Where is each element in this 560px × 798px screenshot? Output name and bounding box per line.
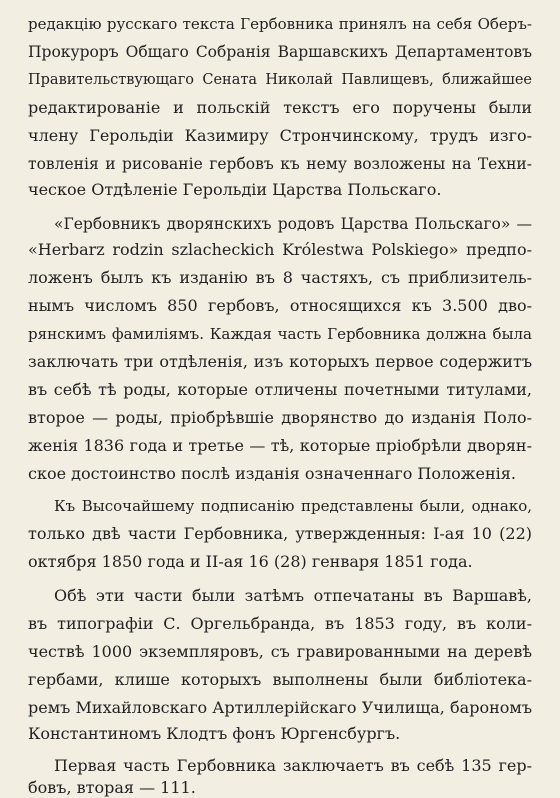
text-line: женія 1836 года и третье — тѣ, которые пріобрѣли дворян- xyxy=(28,436,532,455)
text-line: товленія и рисованіе гербовъ къ нему возложены на Техни- xyxy=(28,155,532,173)
text-line: второе — роды, пріобрѣвшіе дворянство до изданія Поло- xyxy=(28,408,532,427)
text-line: чествѣ 1000 экземпляровъ, съ гравированными на деревѣ xyxy=(28,642,532,661)
text-line: Къ Высочайшему подписанію представлены были, однако, xyxy=(54,497,532,515)
text-line: только двѣ части Гербовника, утвержденныя: I-ая 10 (22) xyxy=(28,524,532,543)
text-line: октября 1850 года и II-ая 16 (28) генваря 1851 года. xyxy=(28,552,473,571)
text-line: гербами, клише которыхъ выполнены были библіотека- xyxy=(28,670,532,689)
text-line: рянскимъ фамиліямъ. Каждая часть Гербовника должна была xyxy=(28,325,532,343)
text-line: Обѣ эти части были затѣмъ отпечатаны въ Варшавѣ, xyxy=(54,586,532,605)
text-line: заключать три отдѣленія, изъ которыхъ первое содержитъ xyxy=(28,352,532,371)
text-line: въ себѣ тѣ роды, которые отличены почетными титулами, xyxy=(28,380,532,399)
text-line: ское достоинство послѣ изданія означеннаго Положенія. xyxy=(28,464,516,483)
text-line: ческое Отдѣленіе Герольдіи Царства Польскаго. xyxy=(28,180,442,199)
text-line: нымъ числомъ 850 гербовъ, относящихся къ 3.500 дво- xyxy=(28,296,532,315)
text-line: Прокуроръ Общаго Собранія Варшавскихъ Департаментовъ xyxy=(28,43,532,61)
text-line: ремъ Михайловскаго Артиллерійскаго Училища, барономъ xyxy=(28,698,532,717)
text-line: Первая часть Гербовника заключаетъ въ себѣ 135 гер- xyxy=(54,756,532,775)
text-line: Константиномъ Клодтъ фонъ Юргенсбургъ. xyxy=(28,724,401,743)
text-line: ложенъ былъ къ изданію въ 8 частяхъ, съ приблизитель- xyxy=(28,268,532,287)
text-line: редакцію русскаго текста Гербовника принялъ на себя Оберъ- xyxy=(28,15,532,33)
text-line: бовъ, вторая — 111. xyxy=(28,778,196,797)
text-line: въ типографіи С. Оргельбранда, въ 1853 году, въ коли- xyxy=(28,614,532,633)
text-line: члену Герольдіи Казимиру Стрончинскому, трудъ изго- xyxy=(28,126,532,145)
text-line: редактированіе и польскій текстъ его поручены были xyxy=(28,98,532,117)
text-line: «Herbarz rodzin szlacheckich Królestwa Polskiego» предпо- xyxy=(28,240,532,259)
text-line: Правительствующаго Сената Николай Павлищевъ, ближайшее xyxy=(28,72,532,88)
text-line: «Гербовникъ дворянскихъ родовъ Царства Польскаго» — xyxy=(54,215,532,233)
